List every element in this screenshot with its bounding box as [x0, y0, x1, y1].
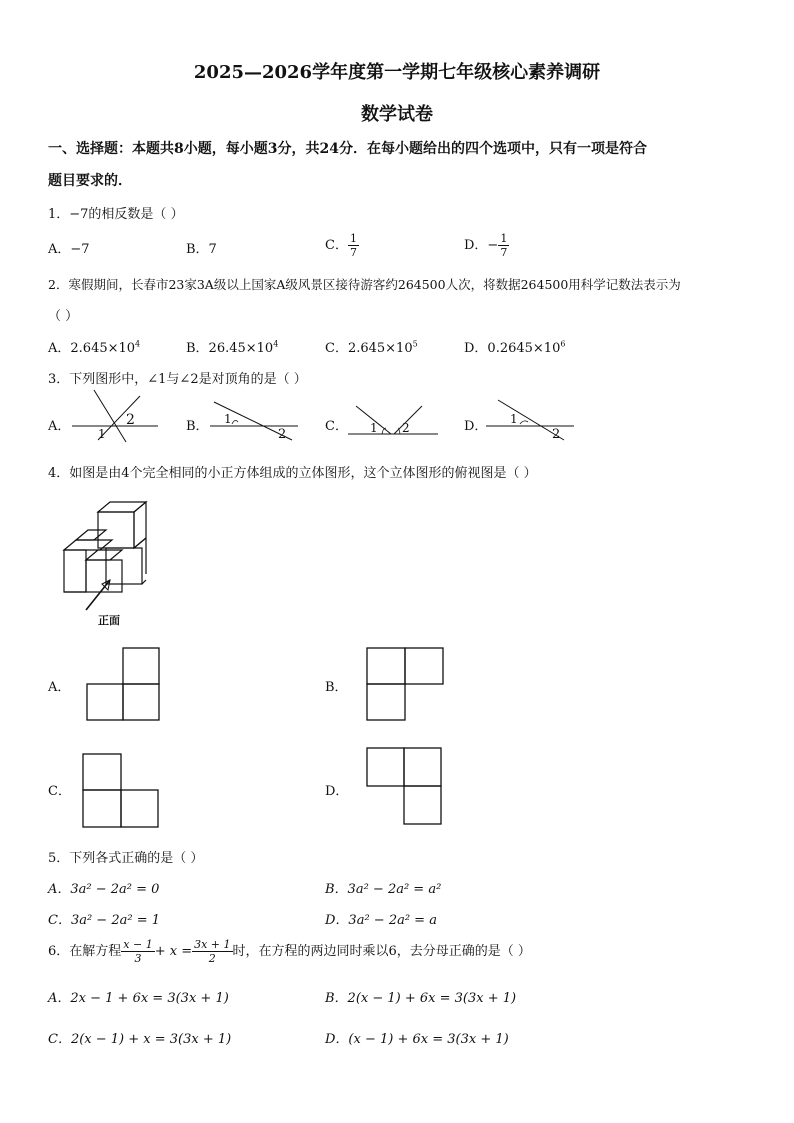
q1-option-d-label: D．−: [464, 238, 499, 253]
q2-option-b: [186, 337, 278, 356]
q2-stem-line2: （ ）: [48, 309, 79, 324]
q2-option-c-base: C．2.645×10: [325, 341, 413, 356]
q1-option-d: [464, 232, 509, 259]
q1-option-c: [325, 232, 359, 259]
fraction-denominator: 3: [134, 952, 142, 965]
fraction-numerator: 1: [500, 232, 508, 245]
q3-c-angle1-label: 1: [370, 421, 378, 435]
q2-option-a-exponent: 4: [135, 339, 141, 349]
q2-option-d-base: D．0.2645×10: [464, 341, 561, 356]
q4-option-d: D．: [325, 784, 349, 799]
q5-option-d: D．3a² − 2a² = a: [325, 913, 437, 928]
fraction-denominator: 7: [349, 246, 357, 259]
q1-option-b: B．7: [186, 242, 217, 257]
q3-figure-d: [484, 398, 584, 446]
section-heading-line1: 一、选择题：本题共8小题，每小题3分，共24分．在每小题给出的四个选项中，只有一项是符合: [48, 141, 647, 157]
q3-a-angle2-label: 2: [126, 412, 135, 428]
q3-option-a: A．: [48, 419, 71, 434]
q6-stem-suffix: 时，在方程的两边同时乘以6，去分母正确的是（ ）: [232, 944, 531, 959]
exam-subtitle: 数学试卷: [361, 104, 433, 125]
q1-option-c-fraction: [348, 232, 359, 259]
q3-figure-c: [346, 402, 442, 438]
q3-option-b: B．: [186, 419, 209, 434]
q2-option-c: [325, 337, 418, 356]
q3-a-angle1-label: 1: [98, 427, 106, 441]
q4-option-b: B．: [325, 680, 348, 695]
q6-stem: [48, 938, 531, 965]
q4-option-a: A．: [48, 680, 71, 695]
q2-option-d-exponent: 6: [560, 339, 566, 349]
q3-option-c: C．: [325, 419, 348, 434]
q2-option-b-base: B．26.45×10: [186, 341, 274, 356]
q6-option-b: B．2(x − 1) + 6x = 3(3x + 1): [325, 991, 517, 1006]
q3-b-angle1-label: 1: [224, 412, 232, 426]
fraction-numerator: 3x + 1: [194, 938, 231, 951]
q5-stem: 5．下列各式正确的是（ ）: [48, 851, 204, 866]
q3-d-angle2-label: 2: [552, 427, 561, 442]
fraction-numerator: x − 1: [123, 938, 153, 951]
q4-option-d-figure: [366, 747, 446, 827]
q3-stem: 3．下列图形中，∠1与∠2是对顶角的是（ ）: [48, 372, 307, 387]
q2-stem-line1: 2．寒假期间，长春市23家3A级以上国家A级风景区接待游客约264500人次，将数据264500用科学记数法表示为: [48, 277, 681, 292]
q1-option-d-fraction: [498, 232, 509, 259]
q2-option-b-exponent: 4: [273, 339, 279, 349]
q5-option-a: A．3a² − 2a² = 0: [48, 882, 160, 897]
q3-figure-b: [208, 396, 308, 446]
q2-option-a: [48, 337, 140, 356]
q4-cube-figure: [58, 500, 158, 630]
q4-option-b-figure: [366, 647, 446, 723]
q3-d-angle1-label: 1: [510, 412, 518, 426]
q2-option-d: [464, 337, 565, 356]
q6-stem-prefix: 6．在解方程: [48, 944, 122, 959]
fraction-denominator: 2: [208, 952, 216, 965]
q4-option-c-figure: [82, 753, 162, 829]
q6-option-d: D．(x − 1) + 6x = 3(3x + 1): [325, 1032, 509, 1047]
q6-stem-middle: + x =: [154, 944, 193, 959]
fraction-numerator: 1: [349, 232, 357, 245]
q6-option-a: A．2x − 1 + 6x = 3(3x + 1): [48, 991, 229, 1006]
q5-option-b: B．3a² − 2a² = a²: [325, 882, 442, 897]
q3-figure-a: [70, 388, 170, 444]
q6-option-c: C．2(x − 1) + x = 3(3x + 1): [48, 1032, 232, 1047]
q3-b-angle2-label: 2: [278, 427, 287, 442]
q2-option-c-exponent: 5: [412, 339, 418, 349]
section-heading-line2: 题目要求的．: [48, 173, 132, 189]
fraction-denominator: 7: [500, 246, 508, 259]
q2-option-a-base: A．2.645×10: [48, 341, 136, 356]
exam-title: 2025—2026学年度第一学期七年级核心素养调研: [193, 62, 601, 83]
q5-option-c: C．3a² − 2a² = 1: [48, 913, 160, 928]
q1-option-a: A．−7: [48, 242, 90, 257]
q1-stem: 1．−7的相反数是（ ）: [48, 207, 184, 222]
q1-option-c-label: C．: [325, 238, 348, 253]
q4-option-c: C．: [48, 784, 71, 799]
q6-fraction-left: [121, 938, 154, 965]
q3-option-d: D．: [464, 419, 488, 434]
q4-option-a-figure: [86, 647, 162, 723]
q3-c-angle2-label: 2: [402, 421, 410, 435]
q4-stem: 4．如图是由4个完全相同的小正方体组成的立体图形，这个立体图形的俯视图是（ ）: [48, 466, 537, 481]
q4-front-label: 正面: [98, 614, 120, 627]
q6-fraction-right: [192, 938, 232, 965]
